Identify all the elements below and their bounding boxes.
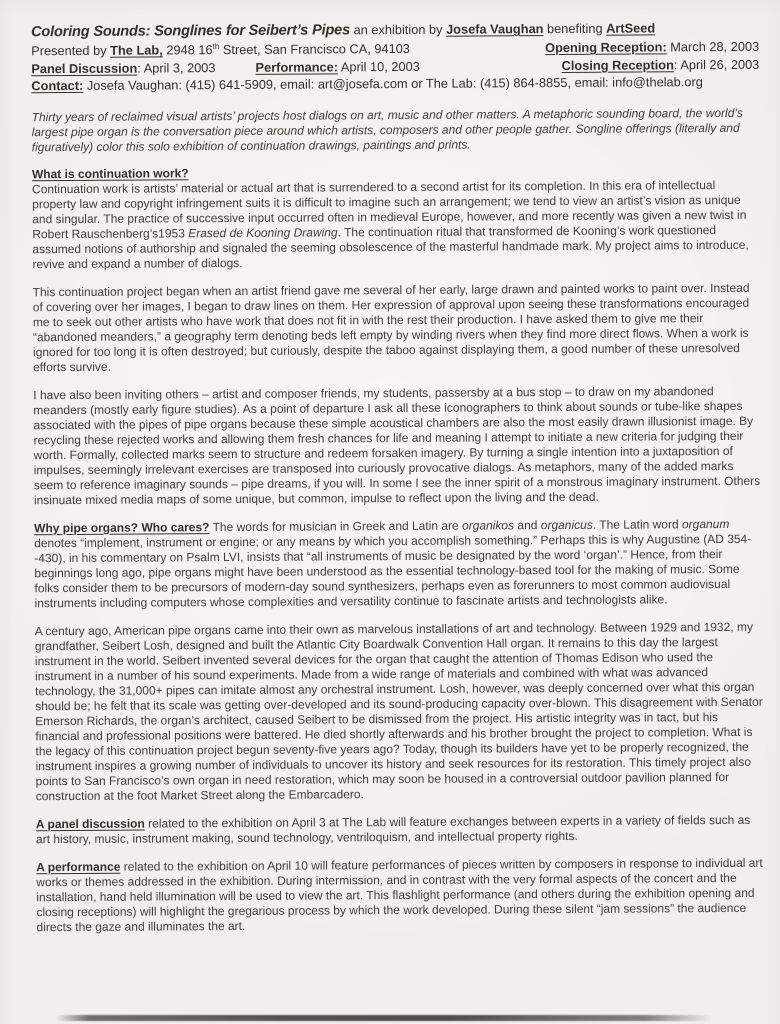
paragraph-why-pipe-organs (34, 516, 763, 610)
page-title: Coloring Sounds: Songlines for Seibert’s Pipes (31, 22, 351, 41)
doc-header (31, 18, 759, 95)
contact-label: Contact: (31, 77, 84, 94)
venue-line (31, 40, 410, 60)
intro-paragraph: Thirty years of reclaimed visual artists’ projects host dialogs on art, music and other matters. A metaphoric sounding board, the world’s largest pipe organ is the conversation piece around which artists, composers and other people gather. Songline offerings (literally and figuratively) color this solo exhibition of continuation drawings, paintings and prints. (31, 105, 743, 154)
paragraph-continuation-definition (32, 177, 761, 271)
document-content (31, 18, 765, 935)
performance-lead: A performance (36, 859, 121, 874)
street-ordinal-suffix: th (212, 41, 220, 51)
paragraph-inviting-others: I have also been inviting others – artist and composer friends, my students, passersby at a bus stop – to draw on my abandoned meanders (mostly early figure studies). As a point of departure I ask all these iconographers to think about sounds or tube-like shapes associated with the pipes of pipe organs because these simple acoustical chambers are also the most easily drawn illusionist image. By recycling these rejected works and allowing them fresh chances for life and meaning I attempt to initiate a new criteria for judging their worth. Formally, collected marks seem to structure and redeem forsaken imagery. By turning a single intention into a juxtaposition of impulses, seemingly irrelevant exercises are transposed into curiously provocative dialogs. As metaphors, many of the added marks seem to reference imaginary sounds – pipe dreams, if you will. In some I see the inner spirit of a monstrous imaginary instrument. Others insinuate mixed media maps of some unique, but common, impulse to reflect upon the living and the dead. (33, 383, 761, 507)
paragraph-text: related to the exhibition on April 10 will feature performances of pieces written by composers in response to individual art works or themes addressed in the exhibition. During intermission, and in contrast with the very formal aspects of the concert and the installation, hand held illumination will be used to view the art. This flashlight performance (and others during the exhibition opening and closing receptions) will highlight the gregarious process by which the work developed. During these silent “jam sessions” the audience directs the gaze and illuminates the art. (36, 855, 763, 934)
presented-prefix: Presented by (31, 42, 111, 59)
paragraph-text: Continuation work is artists’ material or actual art that is surrendered to a second artist for its completion. In this era of intellectual property law and copyright infringement suits it is difficult to imagine such an arrangement; we tend to view an artist’s vision as unique and singular. The practice of successive input occurred often in medieval Europe, however, and more recently was given a new twist in Robert Rauschenberg’s1953 (31, 177, 747, 241)
artist-name: Josefa Vaughan (445, 21, 544, 37)
scanner-edge-artifact (56, 1015, 712, 1021)
latin-term-organikos: organikos (461, 517, 515, 533)
paragraph-atlantic-city-organ: A century ago, American pipe organs came into their own as marvelous installations of art and technology. Between 1929 and 1932, my grandfather, Seibert Losh, designed and built the Atlantic City Boardwalk Convention Hall organ. It remains to this day the largest instrument in the world. Seibert invented several devices for the organ that caught the attention of Thomas Edison who used the instrument in a number of his sound experiments. Made from a wide range of materials and combined with what was advanced technology, the 31,000+ pipes can imitate almost any orchestral instrument. Losh, however, was deeply concerned over what this organ should be; he felt that its scale was getting over-developed and its sound-producing capacity over-blown. This disagreement with Senator Emerson Richards, the organ’s architect, caused Seibert to be dismissed from the project. His artistic integrity was in tact, but his financial and professional positions were battered. He died shortly afterwards and his brother brought the project to completion. What is the legacy of this continuation project begun seventy-five years ago? Today, though its builders have yet to be properly recognized, the instrument inspires a growing number of individuals to uncover its history and seek resources for its restoration. This timely project also points to San Francisco’s own organ in need restoration, which may soon be housed in a controversial outdoor pavilion planned for construction at the foot Market Street along the Embarcadero. (34, 619, 763, 803)
paragraph-text: The words for musician in Greek and Latin are (209, 518, 463, 534)
work-title-erased-de-kooning: Erased de Kooning Drawing (188, 224, 338, 240)
latin-term-organicus: organicus (540, 517, 593, 532)
contact-details: Josefa Vaughan: (415) 641-5909, email: art@josefa.com or The Lab: (415) 864-8855, email: info@thelab.org (83, 74, 703, 93)
opening-reception-date: March 28, 2003 (666, 38, 760, 55)
closing-reception-item (562, 55, 760, 74)
paragraph-text: and (514, 517, 541, 532)
paragraph-panel-discussion (36, 812, 764, 846)
performance-date: April 10, 2003 (337, 58, 420, 74)
panel-discussion-date: : April 3, 2003 (137, 59, 216, 76)
venue-address: 2948 16 (162, 42, 213, 58)
paragraph-text: denotes “implement, instrument or engine; or any means by which you accomplish something.” Perhaps this is why Augustine (AD 354--430), in his commentary on Psalm LVI, insists that “all instruments of music be designated by the word ‘organ’.” Hence, from their beginnings long ago, pipe organs might have been understood as the essential technology-based tool for the making of music. Some folks consider them to be precursors of modern-day sound synthesizers, perhaps even as forerunners to most common audiovisual instruments including computers whose complexities and versatility continue to fascinate artists and technologists alike. (34, 531, 752, 610)
closing-reception-label: Closing Reception (561, 56, 674, 73)
panel-discussion-label: Panel Discussion (31, 60, 138, 76)
panel-discussion-item (31, 59, 215, 78)
opening-reception (545, 38, 759, 57)
venue-address-rest: Street, San Francisco CA, 94103 (219, 40, 410, 58)
benefiting-text: benefiting (543, 20, 607, 37)
opening-reception-label: Opening Reception: (545, 39, 667, 56)
paragraph-text: . The continuation ritual that transformed de Kooning’s work questioned assumed notions of authorship and signaled the seeming obsolescence of the masterful handmade mark. My project aims to introduce, revive and expand a number of dialogs. (32, 222, 749, 271)
panel-discussion-lead: A panel discussion (35, 816, 145, 831)
performance-item (255, 57, 419, 76)
paragraph-text: related to the exhibition on April 3 at The Lab will feature exchanges between experts in a variety of fields such as art history, music, instrument making, sound technology, ventriloquism, and intellectual property rights. (35, 812, 751, 846)
paragraph-text: . The Latin word (592, 516, 683, 532)
latin-term-organum: organum (681, 516, 730, 531)
beneficiary-name: ArtSeed (606, 20, 656, 36)
venue-name: The Lab, (110, 42, 163, 58)
section-heading-pipe-organs: Why pipe organs? Who cares? (34, 519, 210, 535)
exhibition-byline: an exhibition by (349, 21, 447, 38)
closing-reception-date: : April 26, 2003 (673, 56, 760, 72)
performance-label: Performance: (255, 58, 339, 75)
header-contact-line (31, 73, 759, 95)
section-heading-text: What is continuation work? (31, 165, 189, 181)
paragraph-project-origin: This continuation project began when an artist friend gave me several of her early, large drawn and painted works to paint over. Instead of covering over her images, I began to draw lines on them. Her expression of approval upon seeing these transformations encouraged me to seek out other artists who have work that does not fit in with the rest their production. I have asked them to give me their “abandoned meanders,” a geography term denoting beds left empty by winding rivers when they find more direct flows. When a work is ignored for too long it is often destroyed; but curiously, despite the taboo against displaying them, a good number of these unresolved efforts survive. (32, 280, 750, 374)
paragraph-performance (36, 855, 764, 934)
